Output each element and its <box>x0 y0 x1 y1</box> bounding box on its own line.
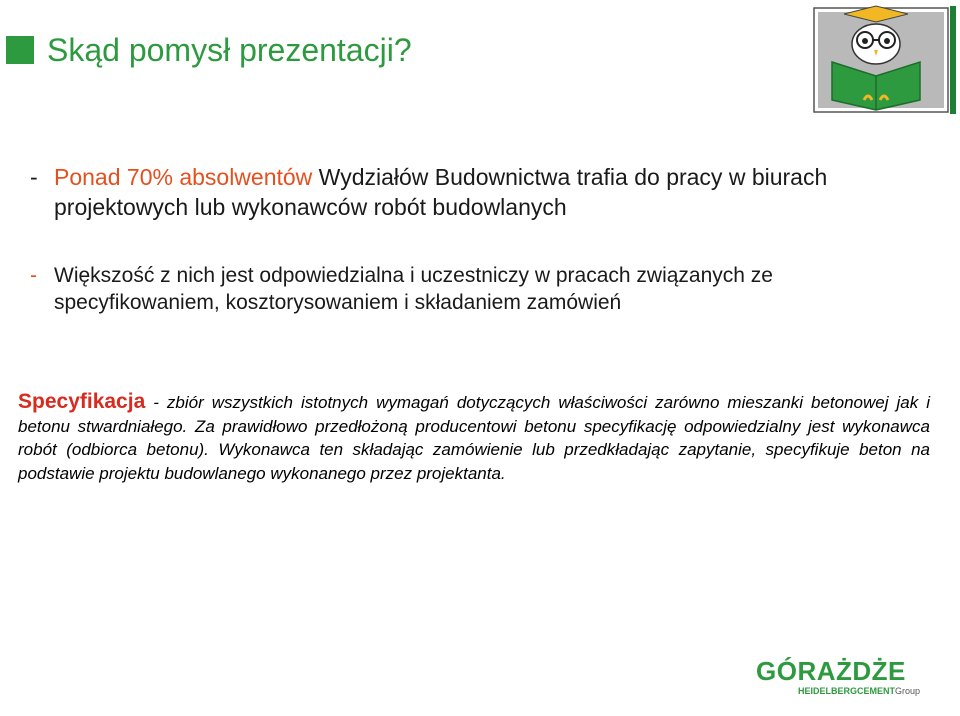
logo-wordmark: GÓRAŻDŻE <box>756 656 906 686</box>
bullet-graduates-text <box>30 162 890 222</box>
logo-subtitle <box>798 686 920 696</box>
graduates-rest: Wydziałów Budownictwa trafia do pracy w biurach projektowych lub wykonawców robót budowlanych <box>54 164 828 220</box>
logo-sub-group: Group <box>895 686 921 696</box>
gorazdze-logo <box>756 656 921 698</box>
bullet-responsibility <box>30 262 930 316</box>
definition-term: Specyfikacja <box>18 390 146 413</box>
bullet-graduates <box>30 162 890 222</box>
bullet-responsibility-text: Większość z nich jest odpowiedzialna i uczestniczy w pracach związanych ze specyfikowaniem, kosztorysowaniem i składaniem zamówień <box>54 264 773 314</box>
bullet-dash: - <box>30 264 37 287</box>
definition-body: - zbiór wszystkich istotnych wymagań dotyczących właściwości zarówno mieszanki betonowej jak i betonu stwardniałego. Za prawidłowo przedłożoną producentowi betonu specyfikację odpowiedzialny jest wykonawca robót (odbiorca betonu). Wykonawca ten składając zamówienie lub przedkładając zapytanie, specyfikuje beton na podstawie projektu budowlanego wykonanego przez projektanta. <box>18 393 930 483</box>
slide-title: Skąd pomysł prezentacji? <box>47 32 412 68</box>
graduates-highlight: Ponad 70% absolwentów <box>54 164 313 190</box>
owl-mascot-icon <box>812 4 958 116</box>
logo-sub-brand: HEIDELBERGCEMENT <box>798 686 896 696</box>
bullet-dash: - <box>30 164 38 190</box>
title-bullet-square-icon <box>6 36 34 64</box>
specification-definition <box>18 390 930 485</box>
